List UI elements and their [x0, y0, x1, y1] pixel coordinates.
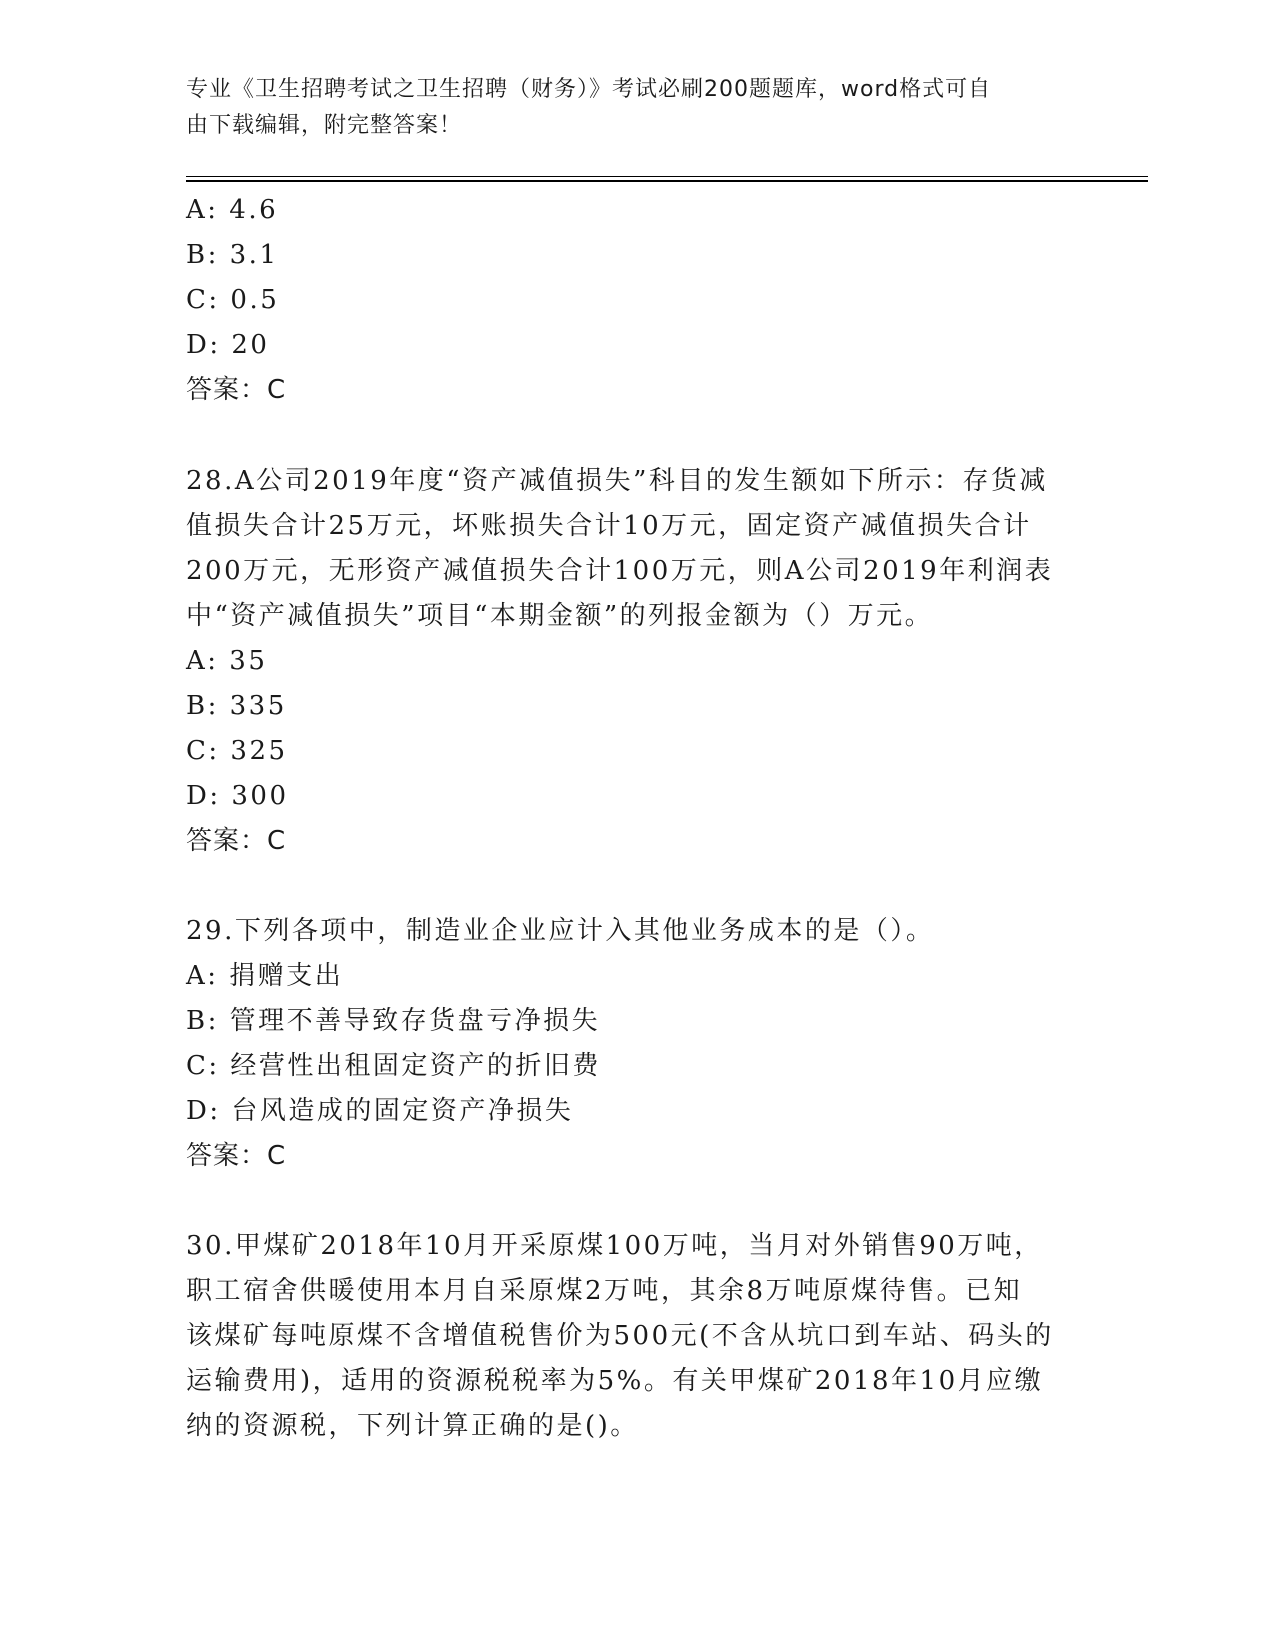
q27-answer: 答案：C — [186, 375, 287, 405]
header-divider-thin — [186, 176, 1148, 177]
q28-stem-line: 中“资产减值损失”项目“本期金额”的列报金额为（）万元。 — [186, 601, 934, 631]
q30-stem-line: 纳的资源税，下列计算正确的是()。 — [186, 1411, 639, 1441]
q28-answer: 答案：C — [186, 826, 287, 856]
q27-option-c: C: 0.5 — [186, 285, 280, 315]
document-header — [186, 72, 1066, 144]
q29-stem-line: 29.下列各项中，制造业企业应计入其他业务成本的是（）。 — [186, 916, 935, 946]
q29-answer: 答案：C — [186, 1141, 287, 1171]
q28-option-a: A: 35 — [186, 646, 268, 676]
q29-option-a: A: 捐赠支出 — [186, 961, 344, 991]
q29-option-d: D: 台风造成的固定资产净损失 — [186, 1096, 574, 1126]
q29-option-c: C: 经营性出租固定资产的折旧费 — [186, 1051, 601, 1081]
q27-option-a: A: 4.6 — [186, 195, 279, 225]
header-line: 由下载编辑，附完整答案！ — [186, 113, 463, 138]
q30-stem-line: 职工宿舍供暖使用本月自采原煤2万吨，其余8万吨原煤待售。已知 — [186, 1276, 1023, 1306]
q30-stem-line: 30.甲煤矿2018年10月开采原煤100万吨，当月对外销售90万吨， — [186, 1231, 1043, 1261]
header-line: 专业《卫生招聘考试之卫生招聘（财务）》考试必刷200题题库，word格式可自 — [186, 77, 992, 102]
q27-option-d: D: 20 — [186, 330, 270, 360]
q29-option-b: B: 管理不善导致存货盘亏净损失 — [186, 1006, 601, 1036]
q30-stem-line: 运输费用)，适用的资源税税率为5%。有关甲煤矿2018年10月应缴 — [186, 1366, 1044, 1396]
q28-option-d: D: 300 — [186, 781, 289, 811]
q30-stem-line: 该煤矿每吨原煤不含增值税售价为500元(不含从坑口到车站、码头的 — [186, 1321, 1054, 1351]
q28-option-c: C: 325 — [186, 736, 288, 766]
header-divider-thick — [186, 180, 1148, 182]
q28-option-b: B: 335 — [186, 691, 287, 721]
q27-option-b: B: 3.1 — [186, 240, 279, 270]
q28-stem-line: 值损失合计25万元，坏账损失合计10万元，固定资产减值损失合计 — [186, 511, 1032, 541]
q28-stem-line: 200万元，无形资产减值损失合计100万元，则A公司2019年利润表 — [186, 556, 1054, 586]
q28-stem-line: 28.A公司2019年度“资产减值损失”科目的发生额如下所示：存货减 — [186, 466, 1048, 496]
